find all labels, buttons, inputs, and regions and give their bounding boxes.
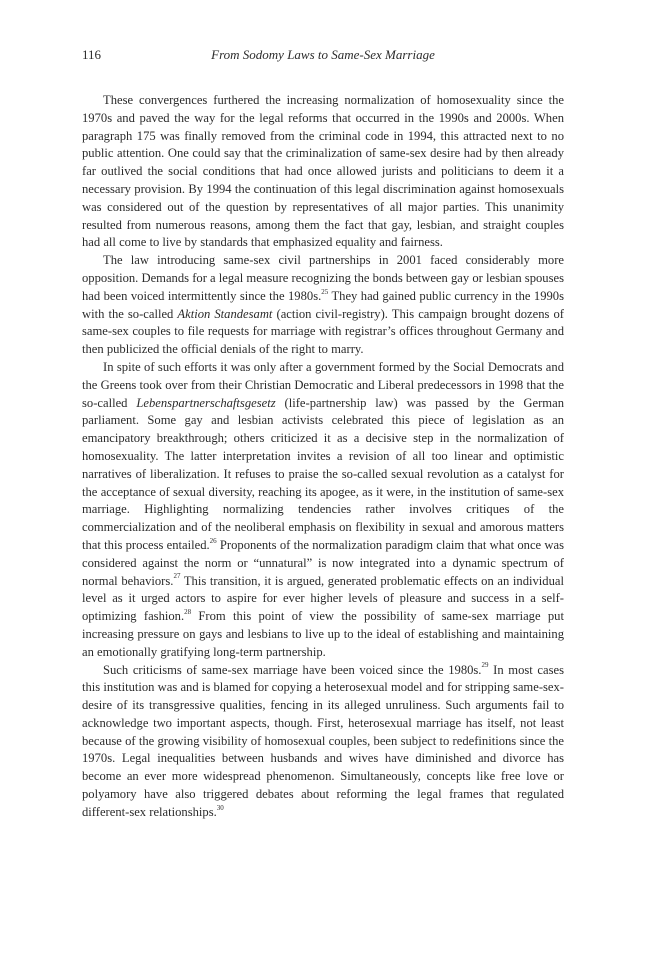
running-title: From Sodomy Laws to Same-Sex Marriage: [211, 47, 435, 62]
text-run: This transition, it is argued, generated problematic effects on an individual level as it urged actors to aspire for ever higher levels of pleasure and success in a self-optimizing fashion.: [82, 573, 564, 624]
body-text: [82, 92, 564, 822]
text-run: They had gained public currency in the 1990s with the so-called: [82, 288, 565, 321]
footnote-ref: 28: [184, 607, 192, 616]
text-run: From this point of view the possibility of same-sex marriage put increasing pressure on gays and lesbians to live up to the ideal of establishing and maintaining an emotionally gratifying long-term partnership.: [82, 609, 564, 659]
paragraph: [82, 252, 564, 359]
text-run: The law introducing same-sex civil partnerships in 2001 faced considerably more opposition. Demands for a legal measure recognizing the bonds between gay or lesbian spouses had been voiced intermittently since the 1980s.: [82, 253, 564, 303]
text-run: (life-partnership law) was passed by the German parliament. Some gay and lesbian activists celebrated this piece of legislation as an emancipatory breakthrough; others criticized it as a decisive step in the normalization of homosexuality. The latter interpretation invites a revision of all too linear and optimistic narratives of liberalization. It refuses to praise the so-called sexual revolution as a catalyst for the acceptance of sexual diversity, reaching its apogee, as it were, in the institution of same-sex marriage. Highlighting normalizing tendencies rather involves critiques of the commercialization and of the neoliberal emphasis on flexibility in sexual and amorous matters that this process entailed.: [82, 395, 564, 552]
text-run: Such criticisms of same-sex marriage have been voiced since the 1980s.: [103, 662, 482, 677]
footnote-ref: 30: [216, 803, 224, 812]
text-run: In spite of such efforts it was only after a government formed by the Social Democrats and the Greens took over from their Christian Democratic and Liberal predecessors in 1998 that the so-called: [82, 359, 564, 410]
text-run: These convergences furthered the increasing normalization of homosexuality since the 1970s and paved the way for the legal reforms that occurred in the 1990s and 2000s. When paragraph 175 was finally removed from the criminal code in 1994, this attracted next to no public attention. One could say that the criminalization of same-sex desire had by then already far outlived the social conditions that had once allowed jurists and politicians to deem it a necessary provision. By 1994 the continuation of this legal discrimination against homosexuals was considered out of the question by representatives of all major parties. This unanimity resulted from numerous reasons, among them the fact that gay, lesbian, and straight couples had all come to live by standards that emphasized equality and fairness.: [82, 93, 564, 250]
italic-term: Lebenspartnerschaftsgesetz: [136, 395, 276, 410]
paragraph: [82, 359, 564, 662]
footnote-ref: 25: [321, 287, 329, 296]
paragraph: [82, 92, 564, 252]
paragraph: [82, 662, 564, 822]
italic-term: Aktion Standesamt: [177, 306, 273, 321]
book-page: [82, 0, 564, 975]
text-run: In most cases this institution was and is blamed for copying a heterosexual model and for stripping same-sex-desire of its transgressive qualities, fencing in its alleged unruliness. Such arguments fail to acknowledge two important aspects, though. First, heterosexual marriage has itself, not least because of the growing visibility of homosexual couples, been subject to redefinitions since the 1970s. Legal inequalities between husbands and wives have diminished and divorce has become an ever more widespread phenomenon. Simultaneously, concepts like free love or polyamory have also triggered debates about reforming the legal frames that regulated different-sex relationships.: [82, 662, 565, 819]
text-run: Proponents of the normalization paradigm claim that what once was considered against the norm or “unnatural” is now integrated into a dynamic spectrum of normal behaviors.: [82, 537, 564, 588]
footnote-ref: 27: [173, 572, 181, 581]
text-run: (action civil-registry). This campaign brought dozens of same-sex couples to file requests for marriage with registrar’s offices throughout Germany and then publicized the official denials of the right to marry.: [82, 306, 564, 357]
page-number: 116: [82, 47, 102, 62]
footnote-ref: 26: [209, 536, 217, 545]
footnote-ref: 29: [481, 661, 489, 670]
running-head: [82, 46, 564, 64]
